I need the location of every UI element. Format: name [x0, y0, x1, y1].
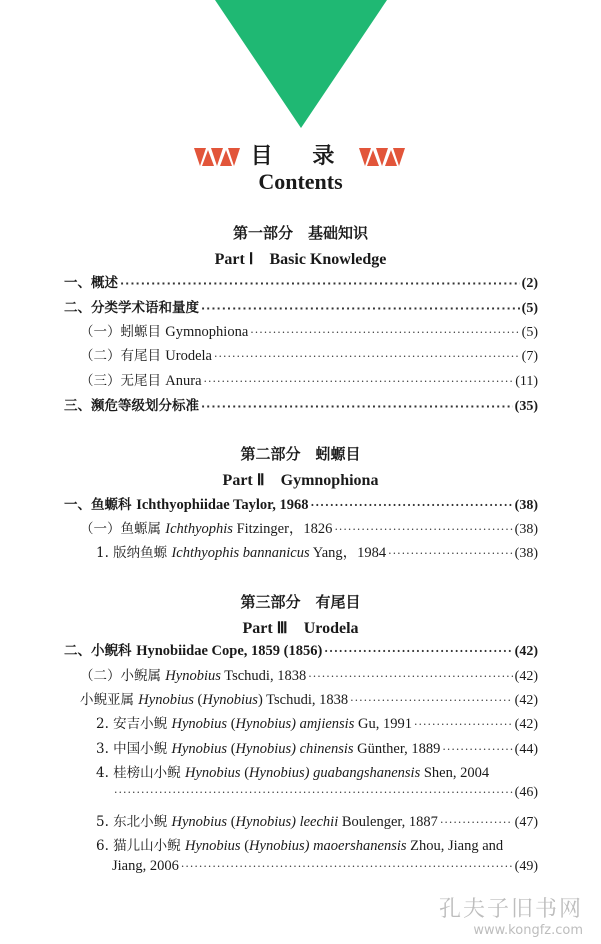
toc-entry-line2[interactable]: ····· (46)	[112, 785, 538, 801]
page-title-en: Contents	[258, 169, 343, 194]
toc-entry[interactable]: （一）蚓螈目 Gymnophiona ····· (5)	[80, 320, 538, 341]
toc-entry[interactable]: 2. 安吉小鲵 Hynobius (Hynobius) amjiensis Gu, 1991 ····· (42)	[96, 712, 538, 733]
toc-entry-line1[interactable]: 6. 猫儿山小鲵 Hynobius (Hynobius) maoershanensis Zhou, Jiang and	[96, 838, 504, 854]
toc-entry[interactable]: 5. 东北小鲵 Hynobius (Hynobius) leechii Boulenger, 1887 ····· (47)	[96, 810, 538, 831]
page-title-cn: 目 录	[250, 144, 351, 169]
toc-entry[interactable]: （二）小鲵属 Hynobius Tschudi, 1838 ····· (42)	[80, 664, 538, 685]
toc-entry[interactable]: 1. 版纳鱼螈 Ichthyophis bannanicus Yang，1984 ····· (38)	[96, 541, 538, 562]
toc-entry[interactable]: 3. 中国小鲵 Hynobius (Hynobius) chinensis Günther, 1889 ····· (44)	[96, 737, 538, 758]
part1-heading-en: Part Ⅰ Basic Knowledge	[214, 251, 387, 268]
toc-entry[interactable]: 二、分类学术语和量度 ····· (5)	[64, 296, 538, 317]
part3-heading-cn: 第三部分 有尾目	[240, 593, 361, 611]
toc-entry[interactable]: 三、濒危等级划分标准 ····· (35)	[64, 394, 538, 415]
toc-entry[interactable]: （一）鱼螈属 Ichthyophis Fitzinger，1826 ····· (38)	[80, 517, 538, 538]
toc-entry[interactable]: 一、概述 ····· (2)	[64, 271, 538, 292]
toc-entry[interactable]: （三）无尾目 Anura ····· (11)	[80, 369, 538, 390]
part1-heading-cn: 第一部分 基础知识	[232, 224, 368, 242]
part2-heading-cn: 第二部分 蚓螈目	[240, 445, 361, 463]
watermark-url: www.kongfz.com	[473, 923, 583, 938]
watermark	[439, 892, 583, 938]
part2-heading-en: Part Ⅱ Gymnophiona	[222, 472, 379, 489]
part3-heading-en: Part Ⅲ Urodela	[242, 620, 359, 637]
watermark-cn: 孔夫子旧书网	[438, 897, 583, 922]
green-triangle-decoration	[215, 0, 387, 128]
toc-entry[interactable]: 二、小鲵科 Hynobiidae Cope, 1859 (1856) ····· (42)	[64, 639, 538, 660]
toc-entry[interactable]: （二）有尾目 Urodela ····· (7)	[80, 344, 538, 365]
toc-entry[interactable]: 小鲵亚属 Hynobius (Hynobius) Tschudi, 1838 ····· (42)	[80, 688, 538, 709]
toc-entry[interactable]: 一、鱼螈科 Ichthyophiidae Taylor, 1968 ····· (38)	[64, 493, 538, 514]
toc-entry-line1[interactable]: 4. 桂榜山小鲵 Hynobius (Hynobius) guabangshanensis Shen, 2004	[96, 765, 490, 781]
toc-entry-line2[interactable]: Jiang, 2006 ····· (49)	[112, 858, 538, 875]
